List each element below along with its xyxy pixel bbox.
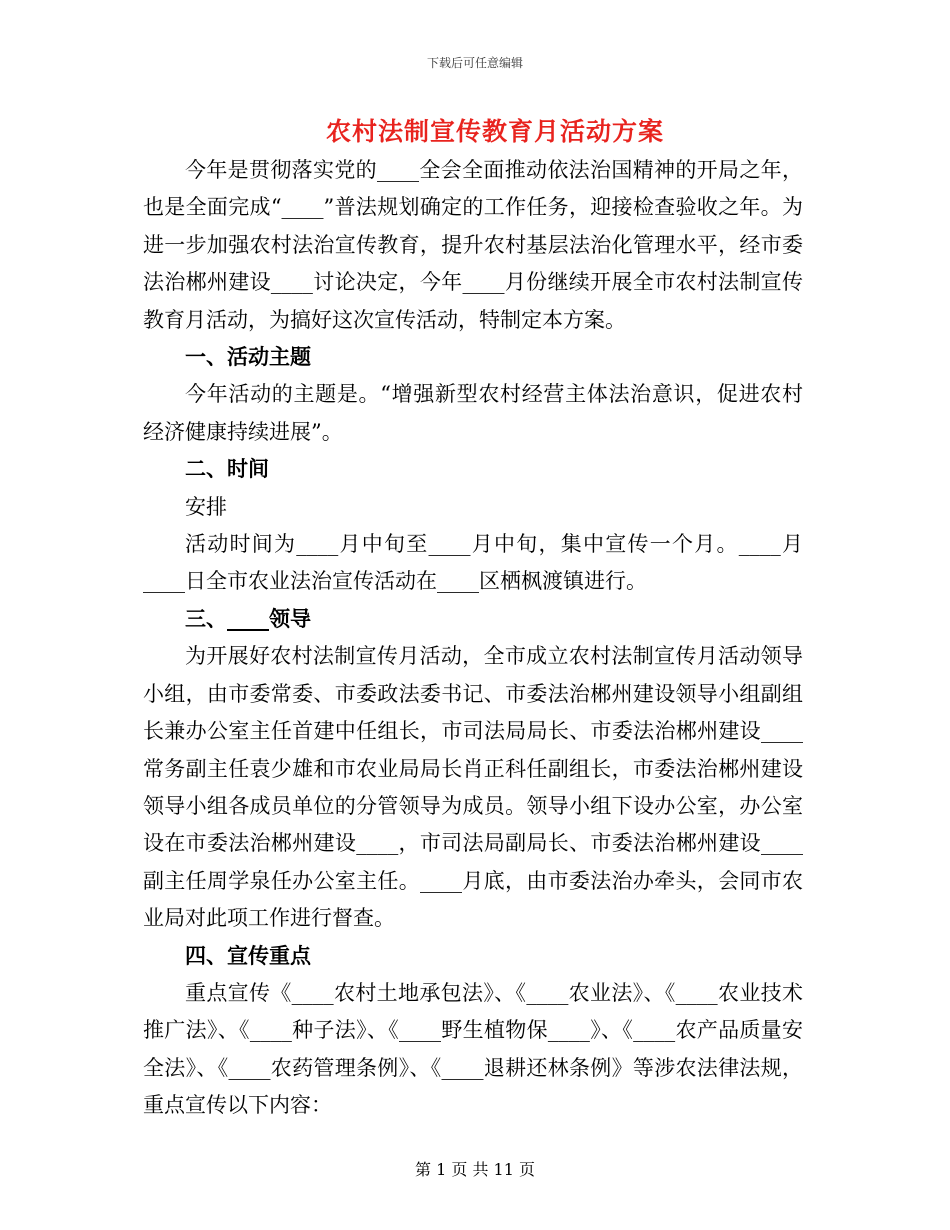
section-heading: 三、____领导	[185, 606, 311, 631]
page-header-note: 下载后可任意编辑	[426, 56, 523, 70]
body-paragraph: 为开展好农村法制宣传月活动，全市成立农村法制宣传月活动领导小组，由市委常委、市委政法委书记、市委法治郴州建设领导小组副组长兼办公室主任首建中任组长，市司法局局长、市委法治郴州建设____常务副主任袁少雄和市农业局局长肖正科任副组长，市委法治郴州建设领导小组各成员单位的分管领导为成员。领导小组下设办公室，办公室设在市委法治郴州建设____，市司法局副局长、市委法治郴州建设____副主任周学泉任办公室主任。____月底，由市委法治办牵头，会同市农业局对此项工作进行督查。	[143, 644, 803, 931]
section-heading: 二、时间	[185, 457, 269, 482]
body-paragraph: 今年是贯彻落实党的____全会全面推动依法治国精神的开局之年，也是全面完成“____”普法规划确定的工作任务，迎接检查验收之年。为进一步加强农村法治宣传教育，提升农村基层法治化管理水平，经市委法治郴州建设____讨论决定，今年____月份继续开展全市农村法制宣传教育月活动，为搞好这次宣传活动，特制定本方案。	[143, 158, 803, 332]
body-paragraph: 活动时间为____月中旬至____月中旬，集中宣传一个月。____月____日全市农业法治宣传活动在____区栖枫渡镇进行。	[143, 532, 803, 594]
document-body	[143, 152, 803, 1125]
body-paragraph: 重点宣传《____农村土地承包法》、《____农业法》、《____农业技术推广法》、《____种子法》、《____野生植物保____》、《____农产品质量安全法》、《____农药管理条例》、《____退耕还林条例》等涉农法律法规，重点宣传以下内容：	[143, 980, 803, 1118]
body-paragraph: 安排	[185, 494, 227, 519]
document-title: 农村法制宣传教育月活动方案	[325, 117, 664, 146]
section-heading: 四、宣传重点	[185, 943, 311, 968]
page-footer-number: 第 1 页 共 11 页	[415, 1160, 535, 1179]
section-heading: 一、活动主题	[185, 345, 311, 370]
body-paragraph: 今年活动的主题是。“增强新型农村经营主体法治意识，促进农村经济健康持续进展”。	[143, 382, 803, 444]
